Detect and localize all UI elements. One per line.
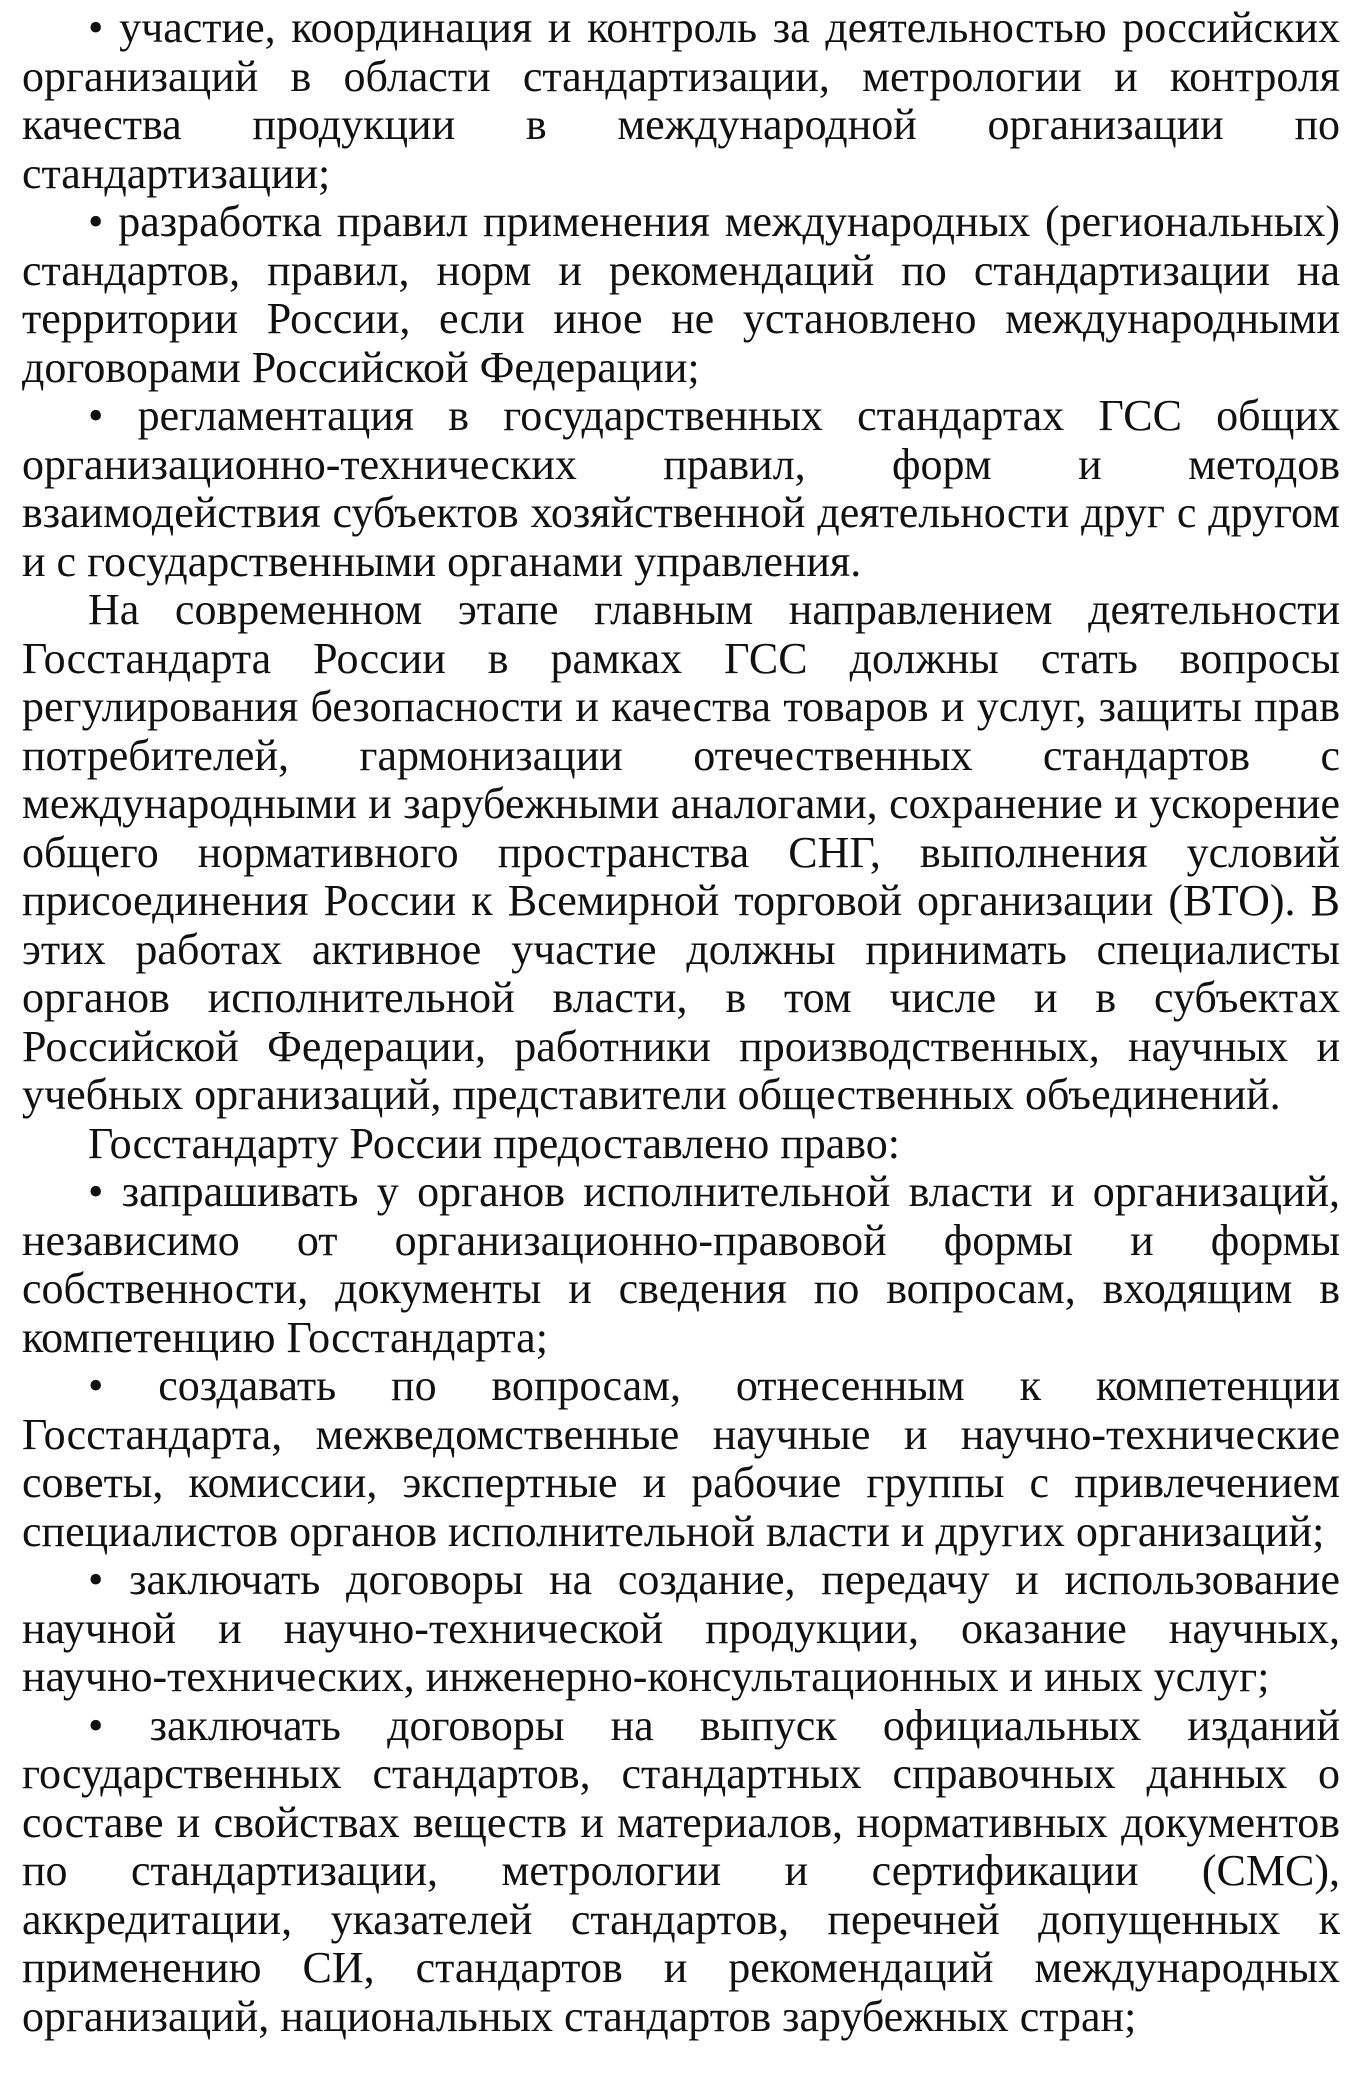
bullet-item <box>22 1702 1340 2042</box>
bullet-text: регламентация в государственных стандартах ГСС общих организационно-технических правил, форм и методов взаимодействия субъектов хозяйственной деятельности друг с другом и с государственными органами управления. <box>22 391 1341 586</box>
bullet-item <box>22 198 1340 392</box>
bullet-dot-icon: • <box>88 1700 150 1750</box>
bullet-dot-icon: • <box>88 1361 159 1410</box>
bullet-text: заключать договоры на выпуск официальных изданий государственных стандартов, стандартных справочных данных о составе и свойствах веществ и материалов, нормативных документов по стандартизации, метрологии и сертификации (СМС), аккредитации, указателей стандартов, перечней допущенных к применению СИ, стандартов и рекомендаций международных организаций, национальных стандартов зарубежных стран; <box>22 1700 1340 2041</box>
bullet-text: запрашивать у органов исполнительной власти и организаций, независимо от организационно-правовой формы и формы собственности, документы и сведения по вопросам, входящим в компетенцию Госстандарта; <box>22 1167 1340 1362</box>
bullet-text: участие, координация и контроль за деятельностью российских организаций в области стандартизации, метрологии и контроля качества продукции в международной организации по стандартизации; <box>22 3 1341 198</box>
body-paragraph: Госстандарту России предоставлено право: <box>88 1118 900 1168</box>
bullet-text: заключать договоры на создание, передачу и использование научной и научно-технической продукции, оказание научных, научно-технических, инженерно-консультационных и иных услуг; <box>22 1555 1340 1701</box>
bullet-item <box>22 1556 1340 1702</box>
bullet-text: создавать по вопросам, отнесенным к компетенции Госстандарта, межведомственные научные и научно-технические советы, комиссии, экспертные и рабочие группы с привлечением специалистов органов исполнительной власти и других организаций; <box>22 1361 1341 1556</box>
bullet-item <box>22 1362 1340 1556</box>
text-body <box>22 4 1340 2041</box>
body-paragraph: На современном этапе главным направлением деятельности Госстандарта России в рамках ГСС должны стать вопросы регулирования безопасности и качества товаров и услуг, защиты прав потребителей, гармонизации отечественных стандартов с международными и зарубежными аналогами, сохранение и ускорение общего нормативного пространства СНГ, выполнения условий присоединения России к Всемирной торговой организации (ВТО). В этих работах активное участие должны принимать специалисты органов исполнительной власти, в том числе и в субъектах Российской Федерации, работники производственных, научных и учебных организаций, представители общественных объединений. <box>22 585 1340 1119</box>
bullet-dot-icon: • <box>88 197 119 246</box>
bullet-dot-icon: • <box>88 3 120 52</box>
bullet-dot-icon: • <box>88 1555 130 1604</box>
bullet-dot-icon: • <box>88 1167 122 1216</box>
bullet-item <box>22 1168 1340 1362</box>
bullet-text: разработка правил применения международных (региональных) стандартов, правил, норм и рекомендаций по стандартизации на территории России, если иное не установлено международными договорами Российской Федерации; <box>22 197 1341 392</box>
bullet-item <box>22 392 1340 586</box>
bullet-dot-icon: • <box>88 391 138 440</box>
bullet-item <box>22 4 1340 198</box>
